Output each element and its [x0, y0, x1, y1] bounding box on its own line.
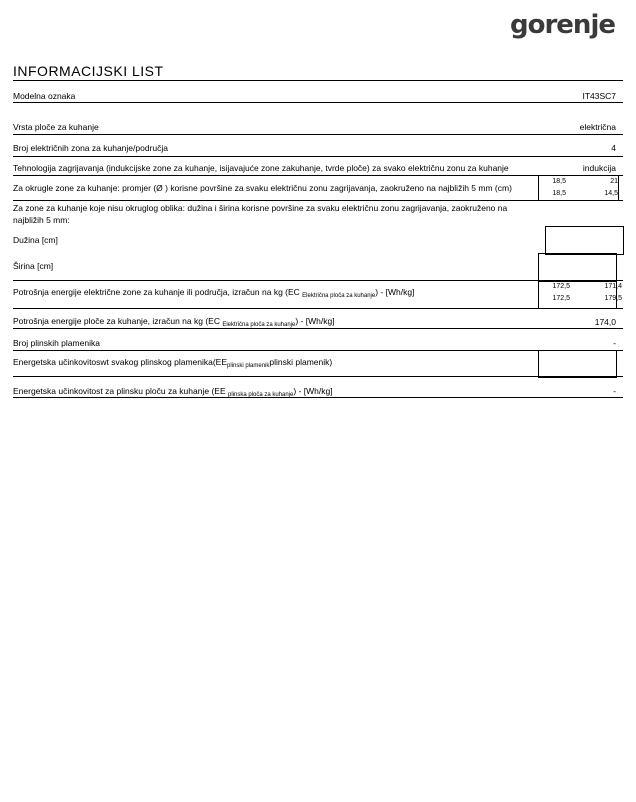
divider	[13, 134, 623, 135]
divider	[13, 328, 623, 329]
burner-efficiency-label: Energetska učinkovitoswt svakog plinskog $plamenika(EE_{plinski plamenik}plinski$ plamenik)	[13, 357, 333, 369]
diameter-cell: 21	[610, 178, 618, 185]
length-box	[545, 226, 624, 255]
gas-efficiency-label: Energetska učinkovitost za plinsku ploču za kuhanje (EE $_{plinska ploča za kuhanje}$) - [Wh/kg]	[13, 386, 333, 398]
diameter-label: Za okrugle zone za kuhanje: promjer (Ø ) korisne površine za svaku električnu zonu zagrijavanja, zaokruženo na najbližih 5 mm (cm)	[13, 183, 512, 193]
divider	[13, 350, 623, 351]
diameter-cell: 18,5	[552, 178, 566, 185]
width-box	[538, 253, 617, 282]
divider	[13, 376, 623, 377]
zones-value: 4	[611, 143, 616, 153]
hob-energy-label: Potrošnja energije ploče za kuhanje, izračun na kg (EC $_{Električna ploča za kuhanje}$) - [Wh/kg]	[13, 316, 335, 328]
length-label: Dužina [cm]	[13, 235, 58, 245]
hob-energy-value: 174,0	[594, 317, 616, 327]
model-label: Modelna oznaka	[13, 91, 76, 101]
divider	[13, 175, 623, 176]
diameter-cell: 18,5	[552, 190, 566, 197]
burner-efficiency-box	[538, 350, 617, 378]
gorenje-logo: gorenje	[510, 10, 615, 40]
width-label: Širina [cm]	[13, 261, 54, 271]
page-title: INFORMACIJSKI LIST	[13, 63, 164, 79]
divider	[13, 156, 623, 157]
gas-burners-label: Broj plinskih plamenika	[13, 338, 100, 348]
divider	[13, 308, 623, 309]
technology-value: indukcija	[582, 163, 616, 173]
zone-energy-cell: 171,4	[604, 283, 622, 290]
zones-label: Broj električnih zona za kuhanje/područja	[13, 143, 168, 153]
non-round-label: Za zone za kuhanje koje nisu okruglog oblika: dužina i širina korisne površine za svaku električnu zonu zagrijavanja, zaokruženo na najbližih 5 mm:	[13, 203, 508, 225]
technology-label: Tehnologija zagrijavanja (indukcijske zone za kuhanje, isijavajuće zone zakuhanje, tvrde ploče) za svako električnu zonu za kuhanje	[13, 163, 509, 173]
zone-energy-label: Potrošnja energije električne zone za kuhanje ili područja, izračun na kg (EC $_{Električna ploča za kuhanje}$) - [Wh/kg]	[13, 287, 415, 299]
type-label: Vrsta ploče za kuhanje	[13, 122, 99, 132]
zone-energy-cell: 172,5	[552, 295, 570, 302]
divider	[13, 200, 623, 201]
gas-burners-value: -	[613, 338, 616, 348]
zone-energy-cell: 172,5	[552, 283, 570, 290]
divider	[13, 397, 623, 398]
zone-energy-cell: 179,5	[604, 295, 622, 302]
type-value: električna	[579, 122, 616, 132]
divider	[13, 102, 623, 103]
model-value: IT43SC7	[582, 91, 616, 101]
gas-efficiency-value: -	[613, 386, 616, 396]
diameter-cell: 14,5	[604, 190, 618, 197]
divider	[13, 280, 623, 281]
divider	[13, 80, 623, 81]
